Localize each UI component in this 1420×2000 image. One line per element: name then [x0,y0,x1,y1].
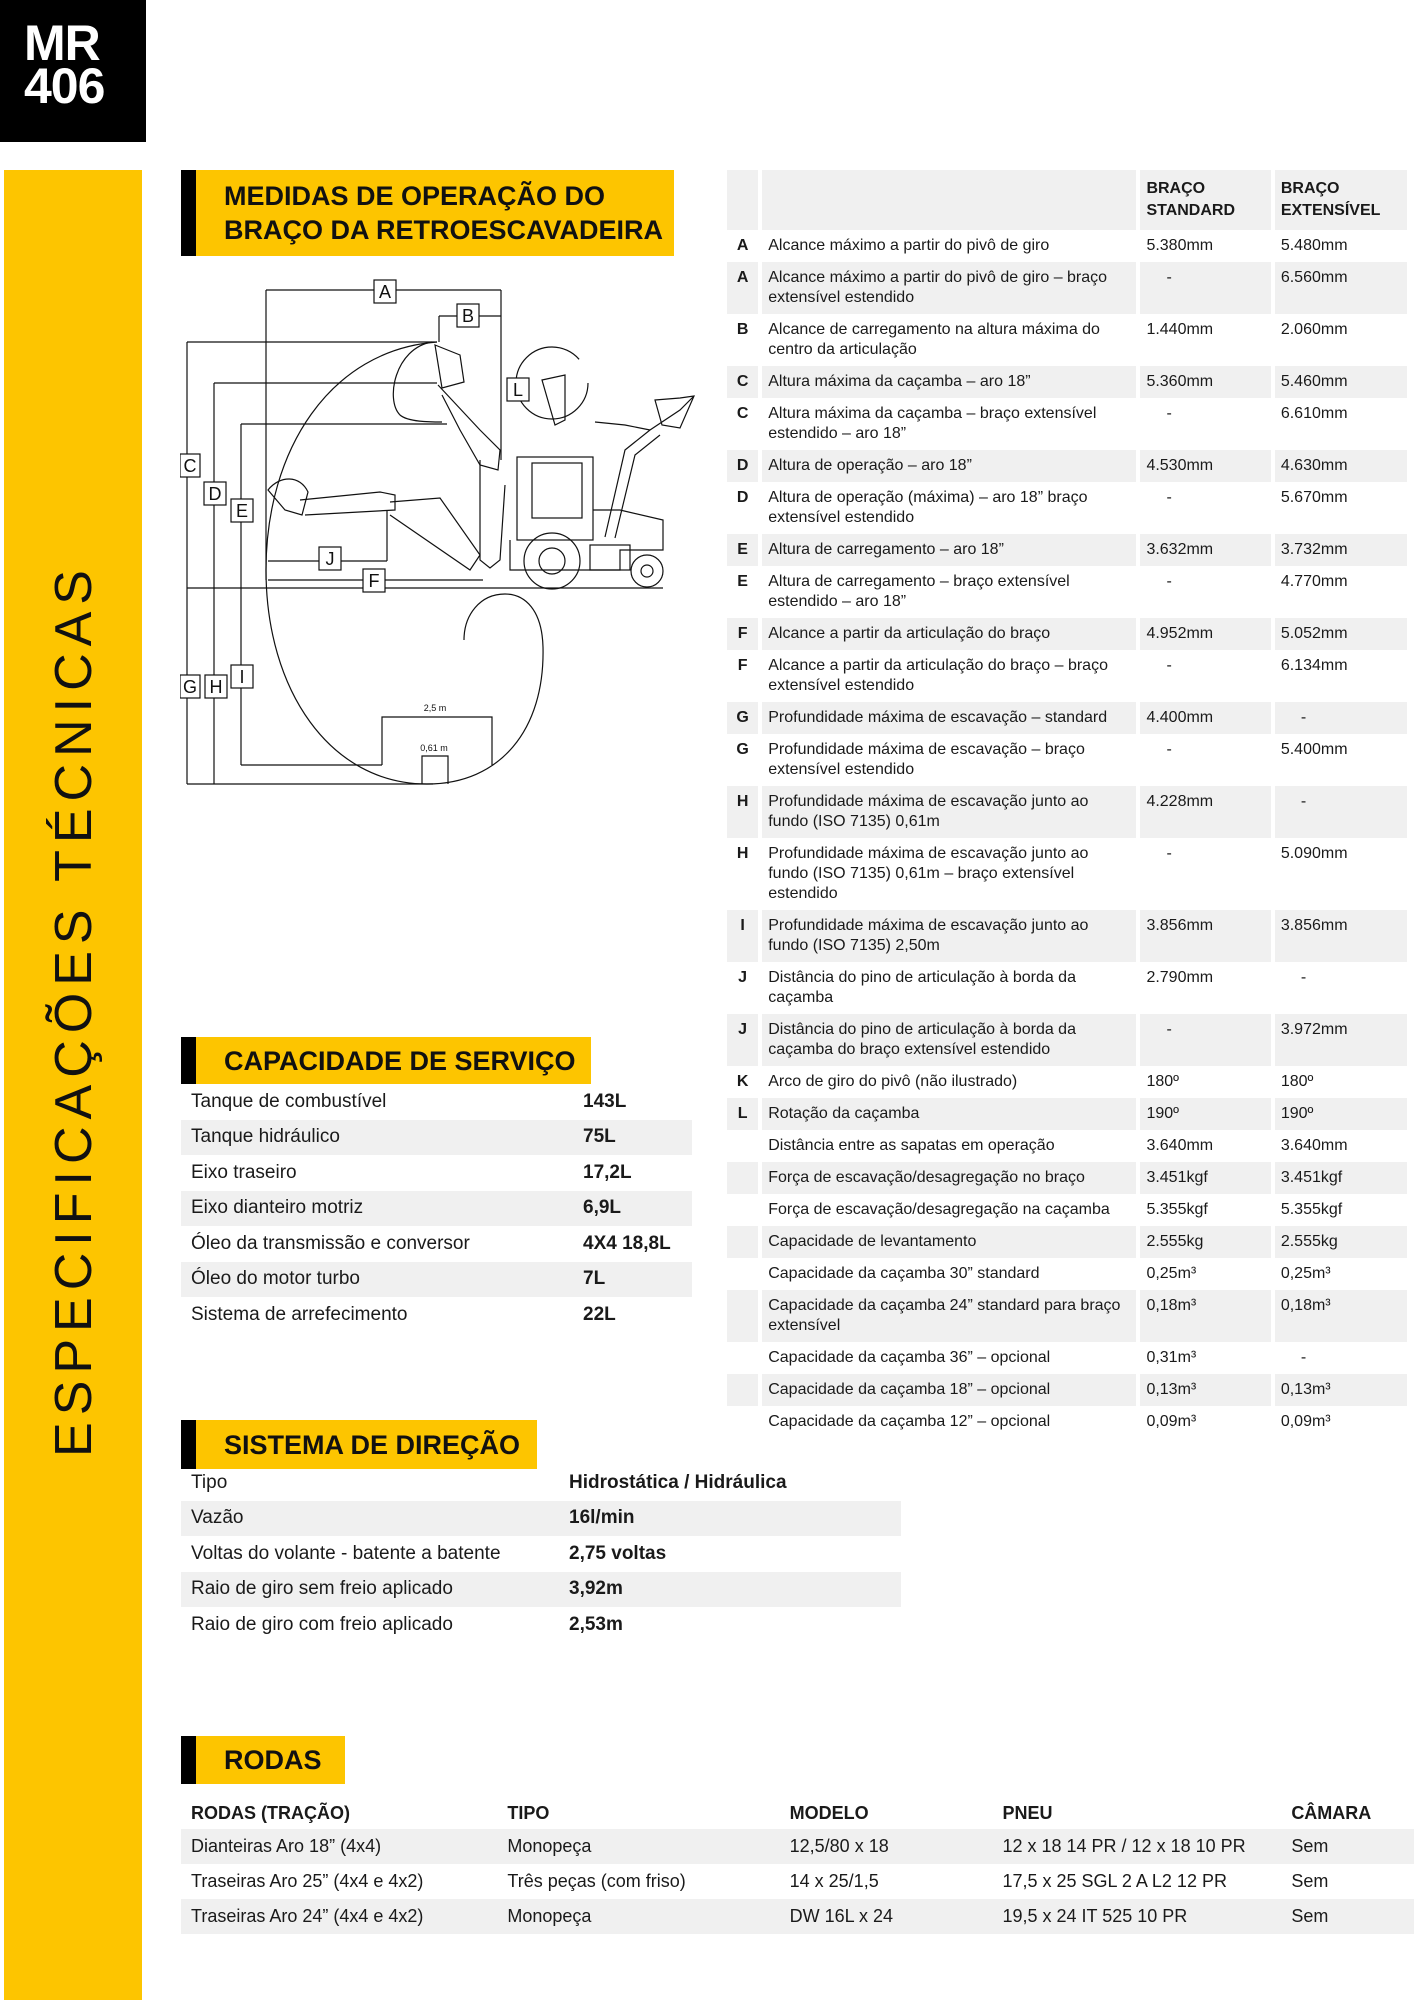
spec-standard-value: 5.355kgf [1146,1201,1208,1218]
spec-standard-value: 4.228mm [1140,786,1270,838]
steering-label: Voltas do volante - batente a batente [191,1542,501,1564]
spec-extensivel-value: - [1300,1349,1307,1366]
capacity-label: Eixo traseiro [191,1161,297,1183]
spec-description: Profundidade máxima de escavação junto ao fundo (ISO 7135) 0,61m – braço extensível estendido [768,845,1089,902]
spec-row [727,702,1407,734]
wheels-cell: 12 x 18 14 PR / 12 x 18 10 PR [992,1829,1281,1864]
spec-letter: G [736,741,749,758]
spec-standard-value: 3.640mm [1146,1137,1214,1154]
spec-row [727,230,1407,262]
spec-description: Capacidade da caçamba 18” – opcional [762,1374,1136,1406]
capacity-value: 6,9L [573,1191,692,1227]
capacity-value: 143L [583,1090,627,1112]
steering-heading [181,1420,537,1469]
spec-letter: J [727,1014,758,1066]
wheels-column-header: CÂMARA [1291,1802,1372,1823]
logo-line1: MR [24,15,100,71]
spec-letter: F [727,618,758,650]
spec-standard-value: 0,31m³ [1146,1349,1197,1366]
label-f: F [368,571,380,591]
spec-standard-value: 1.440mm [1146,321,1214,338]
spec-extensivel-value: 5.090mm [1280,845,1348,862]
spec-extensivel-value: 4.770mm [1280,573,1348,590]
spec-description: Alcance a partir da articulação do braço [762,618,1136,650]
capacity-row [181,1191,692,1227]
header-extensivel: BRAÇO EXTENSÍVEL [1275,170,1407,230]
operation-spec-table [723,170,1411,1438]
spec-extensivel-value: 5.052mm [1275,618,1407,650]
spec-extensivel-value: 0,09m³ [1280,1413,1331,1430]
spec-standard-value: 4.400mm [1140,702,1270,734]
spec-row [727,734,1407,786]
steering-row [181,1501,901,1537]
steering-row [181,1536,901,1572]
wheels-table [181,1797,1414,1934]
backhoe-diagram [180,270,710,800]
spec-description: Altura de carregamento – braço extensível estendido – aro 18” [768,573,1070,610]
spec-extensivel-value: 3.856mm [1275,910,1407,962]
wheels-cell: Dianteiras Aro 18” (4x4) [181,1829,497,1864]
spec-row [727,618,1407,650]
spec-extensivel-value: 5.460mm [1275,366,1407,398]
spec-extensivel-value: 3.972mm [1275,1014,1407,1066]
capacity-heading [181,1037,591,1084]
spec-extensivel-value: - [1275,702,1407,734]
wheels-column-header: TIPO [507,1802,550,1823]
label-b: B [461,306,475,326]
spec-description: Altura máxima da caçamba – braço extensível estendido – aro 18” [768,405,1097,442]
spec-standard-value: - [1166,405,1172,422]
spec-standard-value: - [1166,845,1172,862]
spec-row [727,1130,1407,1162]
spec-letter: A [736,237,749,254]
spec-letter [727,1194,758,1226]
capacity-title: CAPACIDADE DE SERVIÇO [224,1045,576,1076]
spec-row [727,534,1407,566]
spec-standard-value: 0,09m³ [1146,1413,1197,1430]
spec-letter [727,1342,758,1374]
spec-description: Altura de operação – aro 18” [762,450,1136,482]
capacity-table [181,1084,692,1333]
spec-standard-value: 0,13m³ [1140,1374,1270,1406]
spec-row [727,366,1407,398]
spec-description: Distância entre as sapatas em operação [768,1137,1055,1154]
spec-extensivel-value: 3.640mm [1280,1137,1348,1154]
spec-row [727,838,1407,910]
spec-row [727,650,1407,702]
spec-letter: I [727,910,758,962]
spec-description: Distância do pino de articulação à borda da caçamba [768,969,1076,1006]
label-j: J [325,549,335,569]
capacity-row [181,1084,692,1120]
spec-letter: C [736,405,749,422]
spec-description: Altura máxima da caçamba – aro 18” [762,366,1136,398]
wheels-cell: Monopeça [497,1829,779,1864]
capacity-label: Tanque hidráulico [181,1120,573,1156]
spec-letter [727,1374,758,1406]
label-h: H [209,677,223,697]
capacity-row [181,1155,692,1191]
spec-description: Força de escavação/desagregação no braço [762,1162,1136,1194]
spec-description: Força de escavação/desagregação na caçamba [768,1201,1110,1218]
steering-title: SISTEMA DE DIREÇÃO [224,1429,521,1460]
spec-row [727,1066,1407,1098]
capacity-label: Tanque de combustível [191,1090,387,1112]
capacity-value: 7L [573,1262,692,1298]
spec-row [727,1374,1407,1406]
spec-row [727,1194,1407,1226]
spec-standard-value: 0,18m³ [1140,1290,1270,1342]
spec-letter: H [727,786,758,838]
spec-letter [727,1258,758,1290]
label-a: A [378,282,392,302]
wheels-column-header: RODAS (TRAÇÃO) [191,1802,350,1823]
spec-description: Profundidade máxima de escavação junto ao fundo (ISO 7135) 0,61m [762,786,1136,838]
spec-letter: G [727,702,758,734]
wheels-cell: Traseiras Aro 24” (4x4 e 4x2) [181,1899,497,1934]
spec-description: Distância do pino de articulação à borda da caçamba do braço extensível estendido [762,1014,1136,1066]
wheels-cell: Três peças (com friso) [507,1871,686,1891]
spec-standard-value: - [1166,573,1172,590]
capacity-row [181,1262,692,1298]
spec-row [727,262,1407,314]
label-d: D [208,484,222,504]
spec-extensivel-value: 190º [1275,1098,1407,1130]
spec-description: Alcance máximo a partir do pivô de giro – braço extensível estendido [762,262,1136,314]
spec-extensivel-value: 5.400mm [1280,741,1348,758]
spec-letter: E [737,573,748,590]
capacity-label: Óleo da transmissão e conversor [191,1232,470,1254]
steering-row [181,1607,901,1643]
spec-standard-value: 2.790mm [1146,969,1214,986]
capacity-label: Óleo do motor turbo [181,1262,573,1298]
spec-extensivel-value: 0,18m³ [1275,1290,1407,1342]
label-c: C [183,456,197,476]
spec-letter: D [727,450,758,482]
capacity-value: 17,2L [583,1161,632,1183]
spec-description: Alcance máximo a partir do pivô de giro [768,237,1050,254]
spec-row [727,566,1407,618]
spec-extensivel-value: 2.060mm [1280,321,1348,338]
spec-letter: H [736,845,749,862]
steering-row [181,1465,901,1501]
label-i: I [239,667,245,687]
dim-2-5m: 2,5 m [423,703,447,713]
label-l: L [512,380,524,400]
dim-0-61m: 0,61 m [420,743,448,753]
spec-standard-value: 180º [1146,1073,1179,1090]
spec-row [727,910,1407,962]
capacity-row [181,1226,692,1262]
wheels-cell: Sem [1281,1829,1414,1864]
wheels-column-header: MODELO [789,1802,869,1823]
spec-description: Profundidade máxima de escavação junto ao fundo (ISO 7135) 2,50m [762,910,1136,962]
spec-letter: E [727,534,758,566]
spec-letter: C [727,366,758,398]
spec-extensivel-value: 6.560mm [1275,262,1407,314]
capacity-value: 75L [573,1120,692,1156]
label-g: G [182,677,198,697]
steering-label: Vazão [181,1501,559,1537]
steering-value: 2,75 voltas [569,1542,667,1564]
spec-standard-value: - [1166,489,1172,506]
spec-description: Altura de carregamento – aro 18” [762,534,1136,566]
spec-extensivel-value: 2.555kg [1275,1226,1407,1258]
spec-description: Arco de giro do pivô (não ilustrado) [768,1073,1018,1090]
spec-description: Alcance a partir da articulação do braço – braço extensível estendido [768,657,1108,694]
spec-row [727,1226,1407,1258]
wheels-cell: Sem [1291,1871,1329,1891]
spec-standard-value: - [1166,741,1172,758]
operation-title-line2: BRAÇO DA RETROESCAVADEIRA [224,215,664,245]
steering-label: Raio de giro com freio aplicado [191,1613,453,1635]
spec-row [727,482,1407,534]
spec-extensivel-value: 5.355kgf [1280,1201,1343,1218]
spec-standard-value: 5.380mm [1146,237,1214,254]
capacity-value: 22L [583,1303,616,1325]
spec-extensivel-value: 3.451kgf [1275,1162,1407,1194]
spec-row [727,1258,1407,1290]
steering-value: 3,92m [559,1572,901,1608]
spec-extensivel-value: 4.630mm [1275,450,1407,482]
spec-description: Profundidade máxima de escavação – braço extensível estendido [768,741,1085,778]
spec-extensivel-value: 5.670mm [1280,489,1348,506]
spec-letter [727,1226,758,1258]
spec-extensivel-value: - [1300,969,1307,986]
spec-standard-value: - [1166,657,1172,674]
capacity-label: Sistema de arrefecimento [191,1303,408,1325]
wheels-column-header: PNEU [1002,1802,1053,1823]
wheels-title: RODAS [224,1745,322,1775]
spec-row [727,1342,1407,1374]
spec-letter: J [738,969,748,986]
wheels-cell: Traseiras Aro 25” (4x4 e 4x2) [191,1871,424,1891]
capacity-label: Eixo dianteiro motriz [181,1191,573,1227]
spec-description: Capacidade da caçamba 12” – opcional [768,1413,1051,1430]
spec-letter: L [727,1098,758,1130]
spec-description: Alcance de carregamento na altura máxima do centro da articulação [768,321,1100,358]
wheels-header-row [181,1797,1414,1829]
spec-standard-value: 4.952mm [1140,618,1270,650]
wheels-cell: 17,5 x 25 SGL 2 A L2 12 PR [1002,1871,1227,1891]
spec-row [727,962,1407,1014]
wheels-cell: DW 16L x 24 [780,1899,993,1934]
spec-letter [727,1162,758,1194]
wheels-cell: Sem [1281,1899,1414,1934]
spec-description: Capacidade da caçamba 24” standard para braço extensível [762,1290,1136,1342]
spec-extensivel-value: - [1275,786,1407,838]
wheels-cell: 14 x 25/1,5 [789,1871,879,1891]
spec-extensivel-value: 6.610mm [1280,405,1348,422]
steering-value: Hidrostática / Hidráulica [569,1471,787,1493]
spec-description: Altura de operação (máxima) – aro 18” braço extensível estendido [768,489,1088,526]
header-standard: BRAÇO STANDARD [1140,170,1270,230]
spec-letter: F [737,657,748,674]
sidebar-title: ESPECIFICAÇÕES TÉCNICAS [45,563,103,1457]
capacity-row [181,1120,692,1156]
spec-row [727,314,1407,366]
spec-letter: A [727,262,758,314]
spec-standard-value: - [1140,262,1270,314]
spec-row [727,786,1407,838]
wheels-cell: 19,5 x 24 IT 525 10 PR [992,1899,1281,1934]
spec-extensivel-value: 6.134mm [1280,657,1348,674]
spec-row [727,1098,1407,1130]
steering-table [181,1465,901,1643]
spec-letter: D [736,489,749,506]
spec-description: Profundidade máxima de escavação – standard [762,702,1136,734]
spec-row [727,1014,1407,1066]
spec-standard-value: 3.856mm [1140,910,1270,962]
spec-extensivel-value: 0,13m³ [1275,1374,1407,1406]
spec-description: Capacidade da caçamba 36” – opcional [768,1349,1051,1366]
spec-header-row [727,170,1407,230]
spec-row [727,1290,1407,1342]
capacity-row [181,1297,692,1333]
spec-standard-value: 4.530mm [1140,450,1270,482]
spec-extensivel-value: 180º [1280,1073,1314,1090]
spec-row [727,1406,1407,1438]
spec-letter [727,1130,758,1162]
wheels-heading [181,1736,345,1784]
spec-standard-value: 190º [1140,1098,1270,1130]
steering-value: 2,53m [569,1613,623,1635]
spec-extensivel-value: 5.480mm [1280,237,1348,254]
spec-row [727,398,1407,450]
wheels-row [181,1899,1414,1934]
spec-extensivel-value: 0,25m³ [1280,1265,1331,1282]
operation-title-line1: MEDIDAS DE OPERAÇÃO DO [224,181,606,211]
spec-standard-value: - [1140,1014,1270,1066]
steering-label: Tipo [191,1471,228,1493]
spec-description: Capacidade da caçamba 30” standard [768,1265,1040,1282]
wheels-cell: 12,5/80 x 18 [780,1829,993,1864]
spec-letter [727,1290,758,1342]
spec-standard-value: 5.360mm [1140,366,1270,398]
spec-description: Capacidade de levantamento [762,1226,1136,1258]
spec-row [727,450,1407,482]
wheels-row [181,1864,1414,1899]
spec-description: Rotação da caçamba [762,1098,1136,1130]
steering-row [181,1572,901,1608]
spec-letter: B [736,321,749,338]
operation-heading [181,170,674,256]
capacity-value: 4X4 18,8L [583,1232,671,1254]
spec-extensivel-value: 3.732mm [1275,534,1407,566]
wheels-cell: Monopeça [497,1899,779,1934]
spec-standard-value: 2.555kg [1140,1226,1270,1258]
spec-row [727,1162,1407,1194]
label-e: E [235,501,249,521]
model-logo [0,0,146,142]
spec-letter [727,1406,758,1438]
spec-letter: K [736,1073,749,1090]
steering-value: 16l/min [559,1501,901,1537]
spec-standard-value: 3.451kgf [1140,1162,1270,1194]
spec-standard-value: 3.632mm [1140,534,1270,566]
spec-standard-value: 0,25m³ [1146,1265,1197,1282]
logo-line2: 406 [24,58,105,114]
wheels-row [181,1829,1414,1864]
steering-label: Raio de giro sem freio aplicado [181,1572,559,1608]
